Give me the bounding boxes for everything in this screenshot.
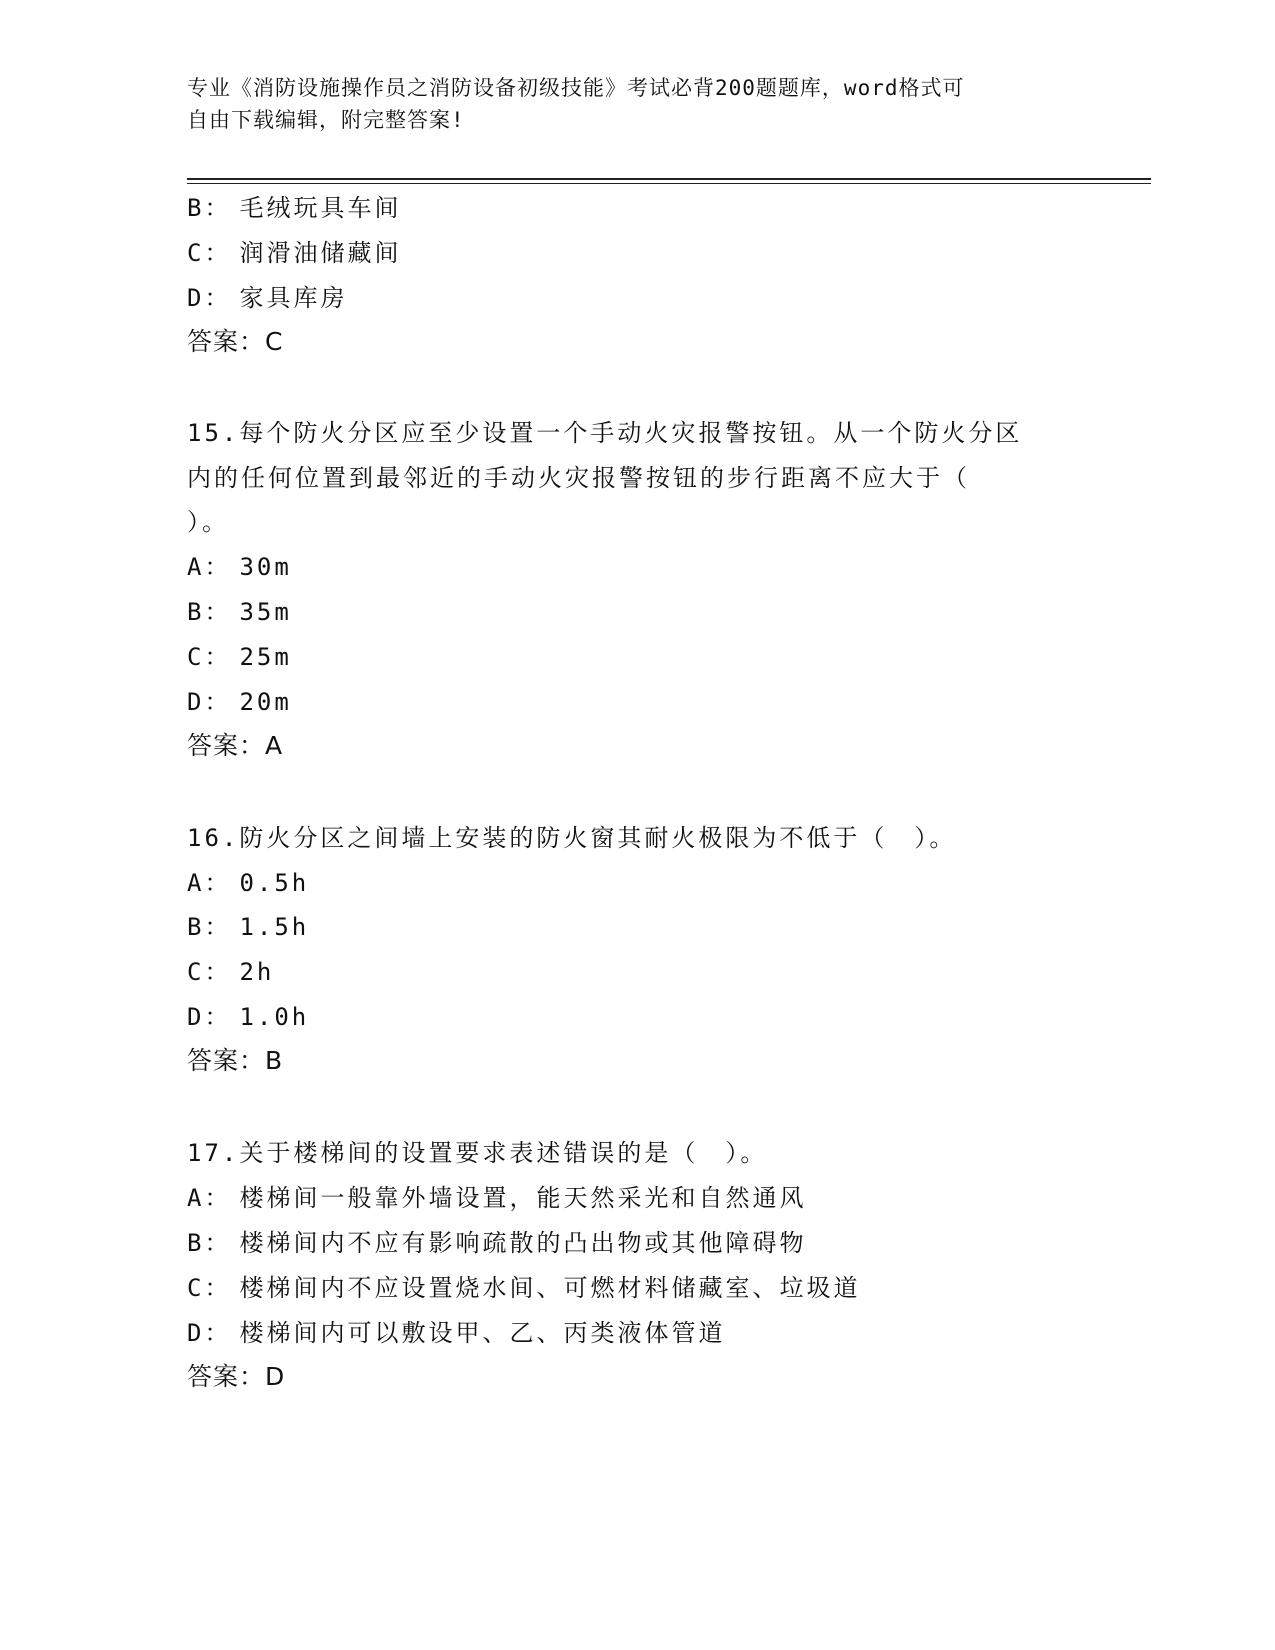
option-label: C： (187, 643, 232, 671)
option-d (187, 281, 347, 315)
option-b (187, 910, 309, 944)
option-a (187, 866, 309, 900)
option-text: 35m (239, 598, 292, 626)
option-label: C： (187, 239, 232, 267)
question-stem-line: 内的任何位置到最邻近的手动火灾报警按钮的步行距离不应大于（ (187, 464, 970, 492)
option-text: 20m (239, 688, 292, 716)
option-label: D： (187, 688, 232, 716)
question-stem-line: 15.每个防火分区应至少设置一个手动火灾报警按钮。从一个防火分区 (187, 419, 1023, 447)
option-label: D： (187, 1319, 232, 1347)
option-b (187, 595, 292, 629)
option-label: A： (187, 1184, 232, 1212)
option-text: 润滑油储藏间 (239, 239, 402, 267)
option-a (187, 1181, 806, 1215)
option-label: D： (187, 284, 232, 312)
answer-line: 答案：D (187, 1362, 286, 1391)
option-label: B： (187, 194, 232, 222)
option-label: A： (187, 553, 232, 581)
option-text: 2h (239, 958, 275, 986)
option-text: 25m (239, 643, 292, 671)
option-a (187, 550, 292, 584)
question-stem-line: 16.防火分区之间墙上安装的防火窗其耐火极限为不低于（ ）。 (187, 824, 957, 852)
option-c (187, 955, 274, 989)
question-stem-line: ）。 (187, 508, 229, 536)
option-text: 楼梯间内可以敷设甲、乙、丙类液体管道 (239, 1319, 726, 1347)
option-text: 楼梯间一般靠外墙设置，能天然采光和自然通风 (239, 1184, 807, 1212)
option-text: 1.0h (239, 1003, 310, 1031)
option-label: C： (187, 958, 232, 986)
option-b (187, 1226, 806, 1260)
option-d (187, 1000, 309, 1034)
option-c (187, 640, 292, 674)
option-text: 楼梯间内不应设置烧水间、可燃材料储藏室、垃圾道 (239, 1274, 861, 1302)
option-label: B： (187, 598, 232, 626)
option-c (187, 236, 401, 270)
option-b (187, 191, 401, 225)
answer-line: 答案：A (187, 731, 284, 760)
option-text: 1.5h (239, 913, 310, 941)
question-stem-line: 17.关于楼梯间的设置要求表述错误的是（ ）。 (187, 1139, 768, 1167)
option-text: 家具库房 (239, 284, 348, 312)
option-label: D： (187, 1003, 232, 1031)
option-label: C： (187, 1274, 232, 1302)
header-divider (187, 178, 1151, 184)
document-header (187, 72, 1067, 136)
option-text: 0.5h (239, 869, 310, 897)
option-d (187, 685, 292, 719)
option-label: B： (187, 1229, 232, 1257)
option-label: A： (187, 869, 232, 897)
answer-line: 答案：C (187, 327, 284, 356)
header-line-1: 专业《消防设施操作员之消防设备初级技能》考试必背200题题库，word格式可 (187, 76, 965, 100)
answer-line: 答案：B (187, 1046, 284, 1075)
option-label: B： (187, 913, 232, 941)
option-d (187, 1316, 725, 1350)
header-line-2: 自由下载编辑，附完整答案! (187, 108, 465, 132)
option-c (187, 1271, 860, 1305)
option-text: 30m (239, 553, 292, 581)
option-text: 毛绒玩具车间 (239, 194, 402, 222)
option-text: 楼梯间内不应有影响疏散的凸出物或其他障碍物 (239, 1229, 807, 1257)
